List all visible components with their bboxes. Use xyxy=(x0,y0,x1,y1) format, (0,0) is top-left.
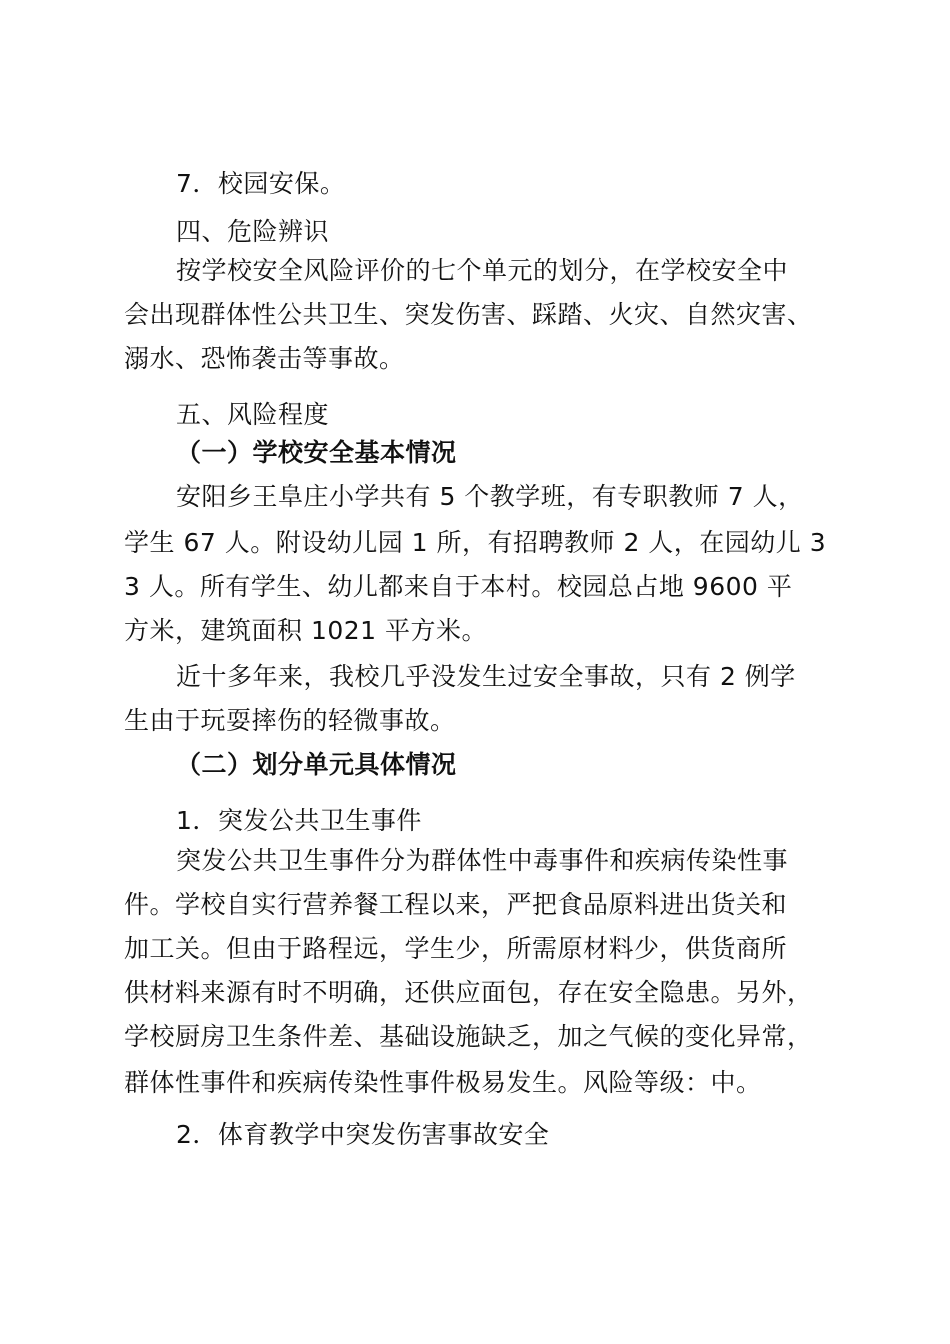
paragraph-line: 供材料来源有时不明确，还供应面包，存在安全隐患。另外， xyxy=(124,978,813,1007)
paragraph-line: 会出现群体性公共卫生、突发伤害、踩踏、火灾、自然灾害、 xyxy=(124,300,813,329)
paragraph-line: 3 人。所有学生、幼儿都来自于本村。校园总占地 9600 平 xyxy=(124,572,793,601)
section-heading-hazard-identification: 四、危险辨识 xyxy=(176,217,330,246)
subsection-heading-basic-situation: （一）学校安全基本情况 xyxy=(176,438,457,467)
paragraph-line: 按学校安全风险评价的七个单元的划分，在学校安全中 xyxy=(176,256,789,285)
list-item-campus-security: 7．校园安保。 xyxy=(176,169,346,198)
paragraph-line: 群体性事件和疾病传染性事件极易发生。风险等级：中。 xyxy=(124,1068,762,1097)
paragraph-line: 加工关。但由于路程远，学生少，所需原材料少，供货商所 xyxy=(124,934,788,963)
paragraph-line: 件。学校自实行营养餐工程以来，严把食品原料进出货关和 xyxy=(124,890,788,919)
paragraph-line: 溺水、恐怖袭击等事故。 xyxy=(124,344,405,373)
list-item-public-health: 1．突发公共卫生事件 xyxy=(176,806,422,835)
paragraph-line: 近十多年来，我校几乎没发生过安全事故，只有 2 例学 xyxy=(176,662,796,691)
paragraph-line: 学生 67 人。附设幼儿园 1 所，有招聘教师 2 人，在园幼儿 3 xyxy=(124,528,827,557)
paragraph-line: 学校厨房卫生条件差、基础设施缺乏，加之气候的变化异常， xyxy=(124,1022,813,1051)
subsection-heading-unit-details: （二）划分单元具体情况 xyxy=(176,750,457,779)
paragraph-line: 生由于玩耍摔伤的轻微事故。 xyxy=(124,706,456,735)
list-item-pe-injury: 2．体育教学中突发伤害事故安全 xyxy=(176,1120,550,1149)
paragraph-line: 安阳乡王阜庄小学共有 5 个教学班，有专职教师 7 人， xyxy=(176,482,804,511)
paragraph-line: 方米，建筑面积 1021 平方米。 xyxy=(124,616,488,645)
paragraph-line: 突发公共卫生事件分为群体性中毒事件和疾病传染性事 xyxy=(176,846,789,875)
section-heading-risk-level: 五、风险程度 xyxy=(176,400,330,429)
